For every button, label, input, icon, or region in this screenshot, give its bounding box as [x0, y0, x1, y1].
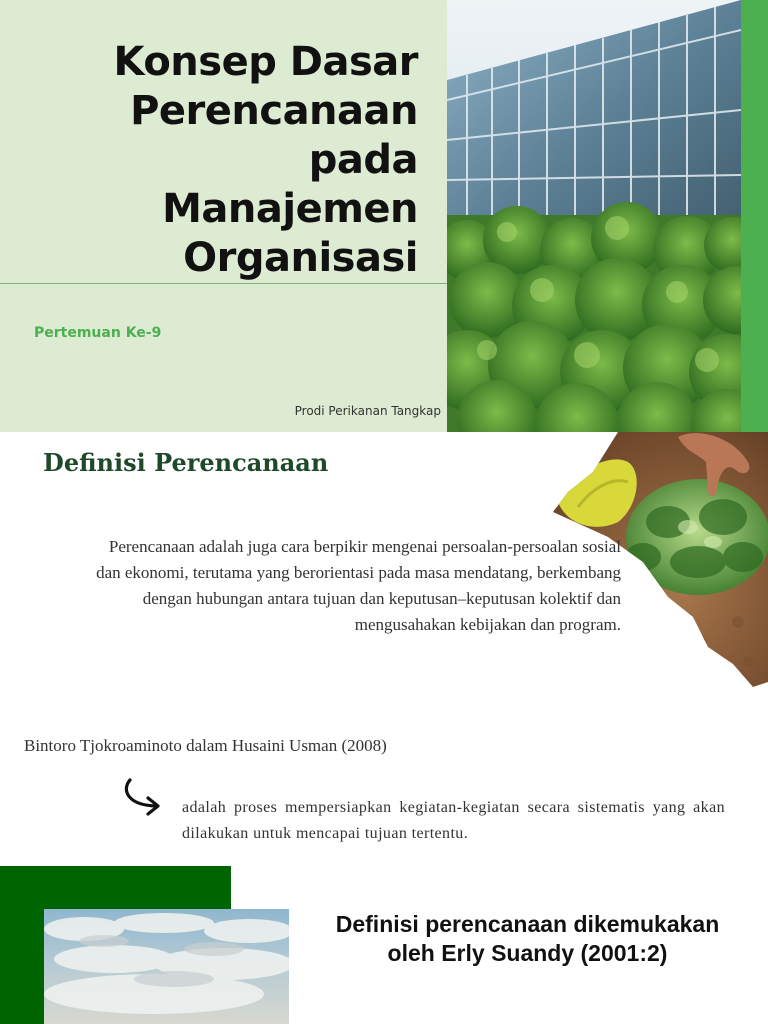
- title-slide: [0, 0, 768, 432]
- section-heading: Definisi Perencanaan: [43, 448, 329, 477]
- definition-slide: [0, 432, 768, 866]
- definition-statement: adalah proses mempersiapkan kegiatan-kegiatan secara sistematis yang akan dilakukan untuk mencapai tujuan tertentu.: [182, 799, 725, 842]
- accent-stripe: [741, 0, 768, 432]
- greenhouse-photo: [447, 0, 741, 432]
- sky-clouds-illustration: [44, 909, 289, 1024]
- meeting-label: Pertemuan Ke-9: [34, 325, 162, 341]
- divider-line: [0, 283, 447, 284]
- slide-title: Konsep Dasar Perencanaan pada Manajemen Organisasi: [113, 39, 418, 281]
- source-heading: Definisi perencanaan dikemukakan oleh Erly Suandy (2001:2): [335, 911, 720, 966]
- definition-source-slide: [0, 866, 768, 1024]
- citation-text: Bintoro Tjokroaminoto dalam Husaini Usman (2008): [24, 736, 387, 755]
- curved-arrow-icon: [120, 777, 166, 817]
- program-label: Prodi Perikanan Tangkap: [294, 404, 441, 418]
- sky-photo: [44, 909, 289, 1024]
- greenhouse-illustration: [447, 0, 741, 432]
- definition-paragraph: Perencanaan adalah juga cara berpikir mengenai persoalan-persoalan sosial dan ekonomi, terutama yang berorientasi pada masa mendatang, berkembang dengan hubungan antara tujuan dan keputusan–keputusan kolektif dan mengusahakan kebijakan dan program.: [96, 537, 621, 634]
